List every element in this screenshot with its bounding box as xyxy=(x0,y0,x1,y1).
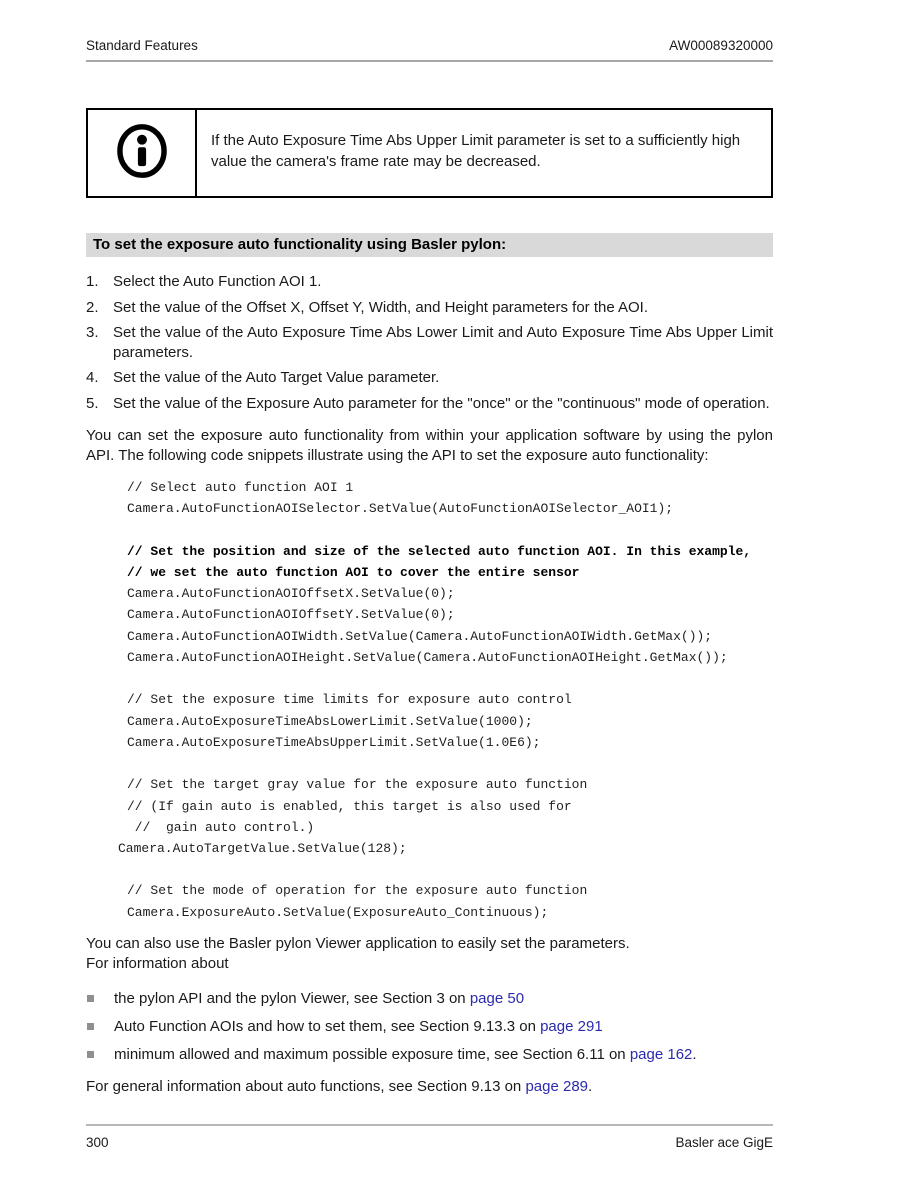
step-text: Set the value of the Exposure Auto parameter for the "once" or the "continuous" mode of operation. xyxy=(113,394,770,412)
footer-product-name: Basler ace GigE xyxy=(675,1135,773,1150)
list-item-prefix: Auto Function AOIs and how to set them, see Section 9.13.3 on xyxy=(114,1018,541,1036)
general-info-prefix: For general information about auto functions, see Section 9.13 on xyxy=(86,1078,526,1096)
header-left-text: Standard Features xyxy=(86,38,198,53)
footer-page-number: 300 xyxy=(86,1135,109,1150)
code-line: // Select auto function AOI 1 xyxy=(127,480,354,495)
step-item xyxy=(86,272,773,292)
outro-paragraph xyxy=(86,934,773,974)
list-item-text xyxy=(114,1017,603,1036)
step-item xyxy=(86,394,773,414)
list-item-prefix: the pylon API and the pylon Viewer, see Section 3 on xyxy=(114,990,470,1008)
step-text: Set the value of the Offset X, Offset Y, Width, and Height parameters for the AOI. xyxy=(113,298,649,316)
list-item-text xyxy=(114,1045,697,1064)
intro-paragraph: You can set the exposure auto functionality from within your application software by using the pylon API. The following code snippets illustrate using the API to set the exposure auto functionality: xyxy=(86,427,773,464)
code-block-exposure-limits xyxy=(127,689,773,753)
code-line: Camera.AutoFunctionAOIOffsetY.SetValue(0); xyxy=(127,607,455,623)
info-icon xyxy=(116,123,168,184)
code-block-mode xyxy=(127,880,773,923)
code-block-target-value xyxy=(118,774,773,859)
general-info-paragraph xyxy=(86,1077,773,1097)
info-note-text: If the Auto Exposure Time Abs Upper Limit parameter is set to a sufficiently high value the camera's frame rate may be decreased. xyxy=(211,132,741,170)
page-link[interactable]: page 291 xyxy=(540,1018,603,1036)
page-link[interactable]: page 50 xyxy=(469,990,525,1008)
info-icon-cell xyxy=(88,110,197,196)
code-line: // (If gain auto is enabled, this target is also used for xyxy=(127,798,572,814)
code-block-position-size xyxy=(127,541,773,669)
list-item-suffix: . xyxy=(692,1046,697,1064)
list-item-prefix: minimum allowed and maximum possible exposure time, see Section 6.11 on xyxy=(114,1046,630,1064)
step-number: 2. xyxy=(86,298,99,316)
code-line: // Set the position and size of the selected auto function AOI. In this example, xyxy=(127,543,752,559)
code-line: Camera.AutoTargetValue.SetValue(128); xyxy=(118,841,407,857)
code-line: Camera.AutoExposureTimeAbsLowerLimit.SetValue(1000); xyxy=(127,713,533,729)
step-item xyxy=(86,368,773,388)
bullet-square-icon xyxy=(87,1023,94,1030)
code-line: Camera.AutoFunctionAOIWidth.SetValue(Camera.AutoFunctionAOIWidth.GetMax()); xyxy=(127,628,713,644)
step-text: Set the value of the Auto Target Value parameter. xyxy=(113,369,440,386)
code-block-select-aoi xyxy=(127,477,773,520)
outro-line: For information about xyxy=(86,955,229,973)
code-line: // Set the mode of operation for the exposure auto function xyxy=(127,883,588,899)
step-text: Select the Auto Function AOI 1. xyxy=(113,273,322,290)
list-item xyxy=(86,1045,773,1064)
code-line: Camera.AutoFunctionAOIOffsetX.SetValue(0); xyxy=(127,586,455,602)
header-right-doc-id: AW00089320000 xyxy=(669,38,773,53)
header-rule xyxy=(86,60,773,62)
outro-line: You can also use the Basler pylon Viewer application to easily set the parameters. xyxy=(86,935,630,953)
code-line: Camera.AutoFunctionAOIHeight.SetValue(Camera.AutoFunctionAOIHeight.GetMax()); xyxy=(127,650,728,666)
page-link[interactable]: page 162 xyxy=(629,1046,693,1064)
step-number: 5. xyxy=(86,394,99,412)
page-link[interactable]: page 289 xyxy=(525,1078,589,1096)
list-item xyxy=(86,1017,773,1036)
code-line: // we set the auto function AOI to cover the entire sensor xyxy=(127,564,580,580)
code-line: // gain auto control.) xyxy=(127,819,315,835)
numbered-steps xyxy=(86,272,773,413)
running-footer xyxy=(86,1124,773,1150)
step-number: 4. xyxy=(86,369,99,386)
step-number: 3. xyxy=(86,324,99,341)
step-item xyxy=(86,323,773,362)
code-line: // Set the target gray value for the exposure auto function xyxy=(127,777,588,793)
code-snippet xyxy=(118,477,773,923)
code-line: Camera.ExposureAuto.SetValue(ExposureAuto_Continuous); xyxy=(127,904,549,920)
code-line: Camera.AutoExposureTimeAbsUpperLimit.SetValue(1.0E6); xyxy=(127,734,541,750)
info-note-box xyxy=(86,108,773,198)
footer-rule xyxy=(86,1124,773,1126)
bullet-square-icon xyxy=(87,995,94,1002)
code-line: Camera.AutoFunctionAOISelector.SetValue(AutoFunctionAOISelector_AOI1); xyxy=(127,501,674,517)
general-info-suffix: . xyxy=(588,1078,593,1096)
step-number: 1. xyxy=(86,273,99,290)
list-item xyxy=(86,989,773,1008)
reference-list xyxy=(86,989,773,1064)
code-line: // Set the exposure time limits for exposure auto control xyxy=(127,692,572,708)
section-heading: To set the exposure auto functionality using Basler pylon: xyxy=(86,233,773,257)
step-text: Set the value of the Auto Exposure Time Abs Lower Limit and Auto Exposure Time Abs Upper Limit parameters. xyxy=(113,324,773,361)
running-header xyxy=(86,0,773,53)
bullet-square-icon xyxy=(87,1051,94,1058)
step-item xyxy=(86,298,773,318)
list-item-text xyxy=(114,989,524,1008)
